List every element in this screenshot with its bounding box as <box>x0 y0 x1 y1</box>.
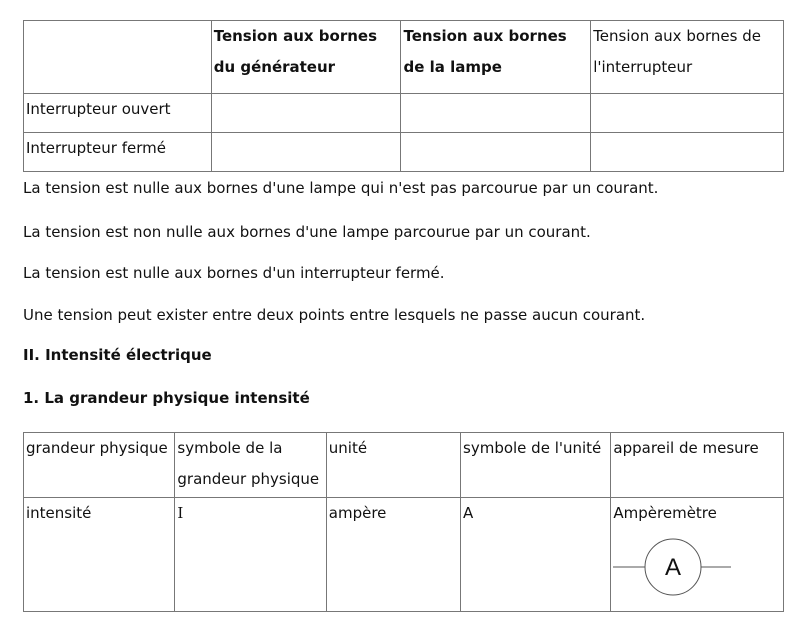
intensity-table <box>23 432 784 612</box>
table-cell <box>591 94 784 133</box>
header-measuring-device: appareil de mesure <box>611 433 784 498</box>
table-cell <box>401 133 591 172</box>
subsection-heading: 1. La grandeur physique intensité <box>23 389 310 407</box>
cell-quantity-symbol: I <box>175 498 326 612</box>
ammeter-symbol-letter: A <box>665 554 682 581</box>
table-cell <box>211 133 401 172</box>
voltage-table <box>23 20 784 172</box>
header-unit: unité <box>326 433 460 498</box>
cell-unit-name: ampère <box>326 498 460 612</box>
header-physical-quantity: grandeur physique <box>24 433 175 498</box>
table-row <box>24 498 784 612</box>
cell-quantity-name: intensité <box>24 498 175 612</box>
row-label-switch-open: Interrupteur ouvert <box>24 94 212 133</box>
intensity-table-header-row <box>24 433 784 498</box>
voltage-table-header-switch: Tension aux bornes de l'interrupteur <box>591 21 784 94</box>
paragraph-switch-closed: La tension est nulle aux bornes d'un interrupteur fermé. <box>23 264 445 282</box>
table-cell <box>591 133 784 172</box>
header-quantity-symbol: symbole de la grandeur physique <box>175 433 326 498</box>
table-row <box>24 94 784 133</box>
table-cell <box>211 94 401 133</box>
voltage-table-header-empty <box>24 21 212 94</box>
ammeter-symbol-icon <box>613 537 733 597</box>
row-label-switch-closed: Interrupteur fermé <box>24 133 212 172</box>
paragraph-lamp-no-current: La tension est nulle aux bornes d'une lampe qui n'est pas parcourue par un courant. <box>23 179 659 197</box>
paragraph-voltage-no-current: Une tension peut exister entre deux points entre lesquels ne passe aucun courant. <box>23 306 646 324</box>
paragraph-lamp-current: La tension est non nulle aux bornes d'une lampe parcourue par un courant. <box>23 223 591 241</box>
voltage-table-header-row <box>24 21 784 94</box>
voltage-table-header-lamp: Tension aux bornes de la lampe <box>401 21 591 94</box>
device-name: Ampèremètre <box>613 504 717 522</box>
voltage-table-header-generator: Tension aux bornes du générateur <box>211 21 401 94</box>
cell-unit-symbol: A <box>461 498 611 612</box>
header-unit-symbol: symbole de l'unité <box>461 433 611 498</box>
cell-measuring-device <box>611 498 784 612</box>
table-row <box>24 133 784 172</box>
table-cell <box>401 94 591 133</box>
section-heading: II. Intensité électrique <box>23 346 212 364</box>
